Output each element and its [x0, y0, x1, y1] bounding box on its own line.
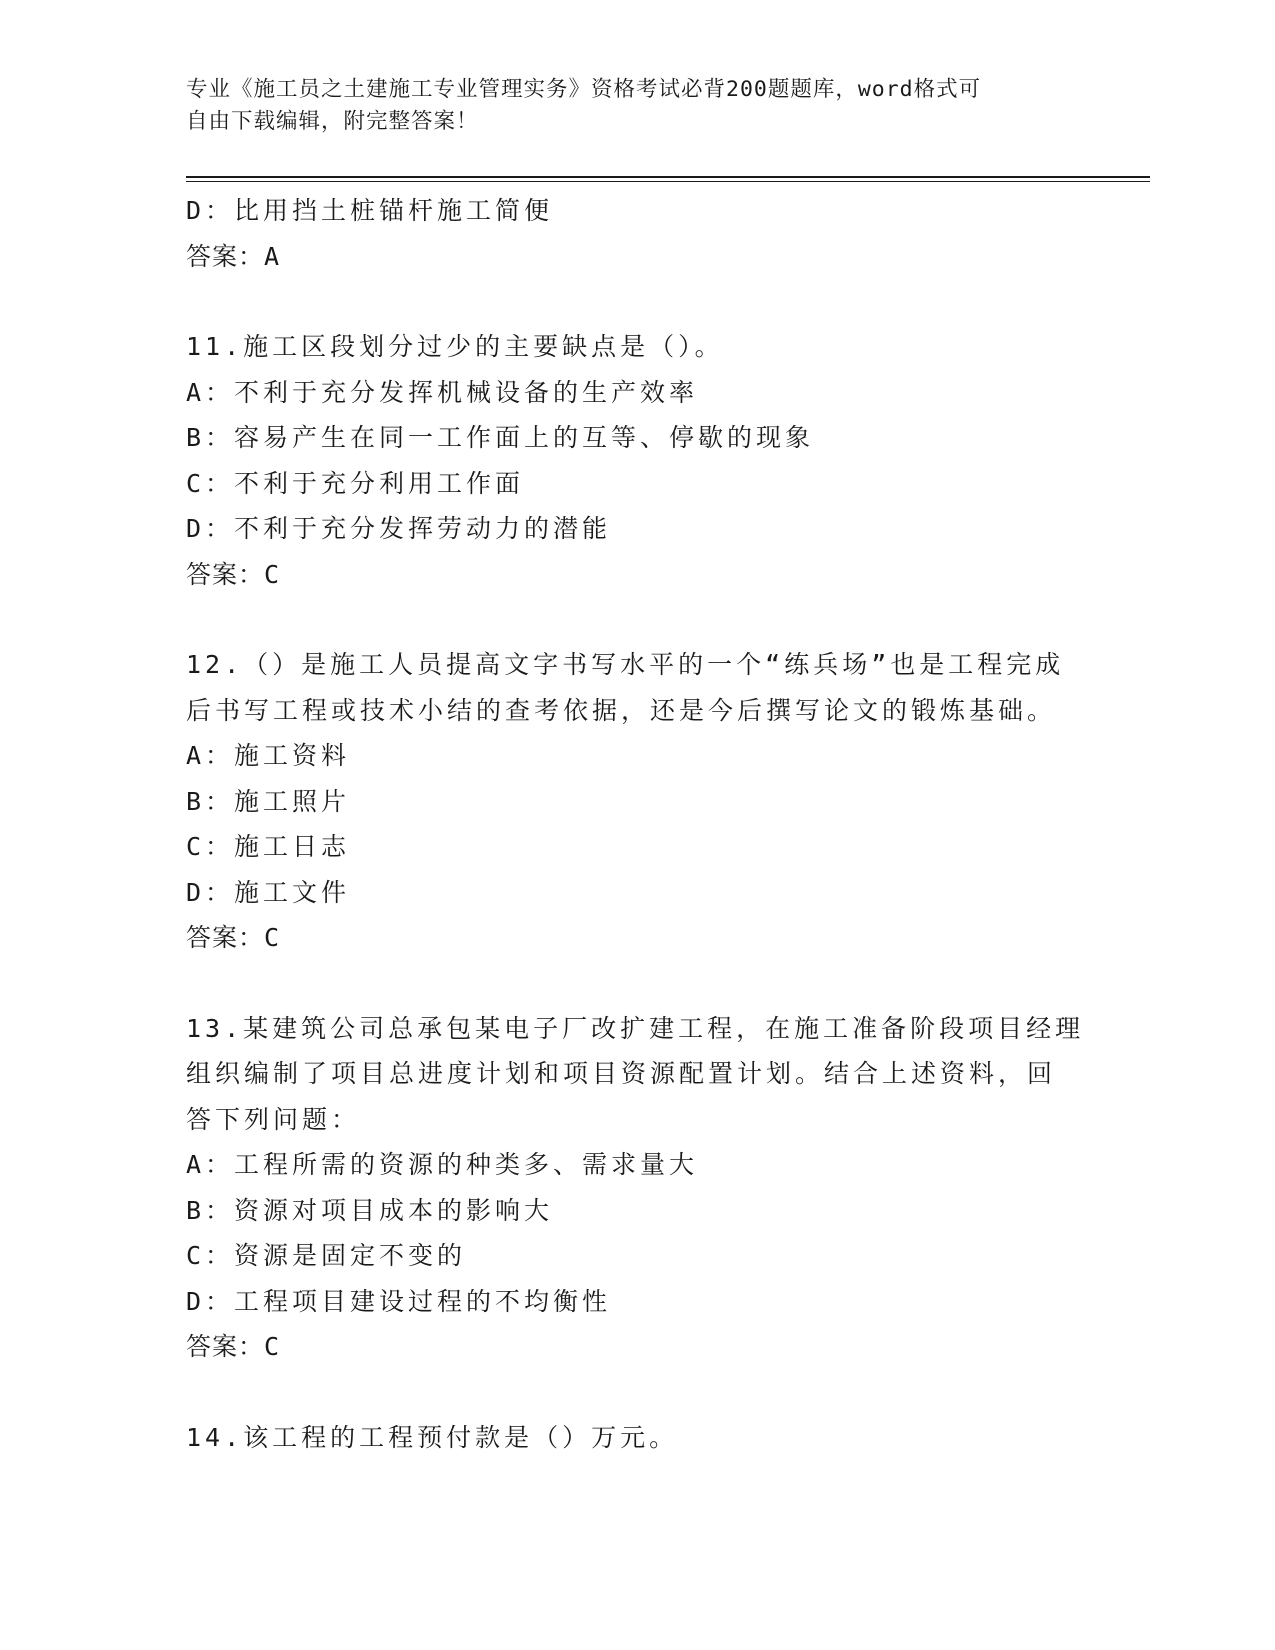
option-c: C：施工日志: [186, 832, 351, 861]
header-divider-thin: [186, 181, 1150, 182]
option-c: C：资源是固定不变的: [186, 1241, 467, 1270]
header-divider-thick: [186, 176, 1150, 178]
document-header: [186, 74, 1066, 138]
option-d: D：不利于充分发挥劳动力的潜能: [186, 514, 612, 543]
question-12: [186, 642, 1086, 961]
option-a: A：工程所需的资源的种类多、需求量大: [186, 1150, 699, 1179]
question-stem-line-3: 答下列问题：: [186, 1104, 361, 1134]
question-14: [186, 1415, 1086, 1461]
question-stem-line-1: 13.某建筑公司总承包某电子厂改扩建工程，在施工准备阶段项目经理: [186, 1013, 1085, 1043]
question-stem-line-2: 组织编制了项目总进度计划和项目资源配置计划。结合上述资料，回: [186, 1059, 1057, 1088]
spacer: [186, 597, 1086, 642]
question-13: [186, 1006, 1086, 1370]
option-b: B：资源对项目成本的影响大: [186, 1195, 554, 1225]
question-stem-line-1: 12.（）是施工人员提高文字书写水平的一个“练兵场”也是工程完成: [186, 650, 1065, 679]
option-c: C：不利于充分利用工作面: [186, 468, 525, 498]
header-line-1: 专业《施工员之土建施工专业管理实务》资格考试必背200题题库，word格式可: [186, 77, 982, 102]
spacer: [186, 279, 1086, 324]
option-d: D：施工文件: [186, 877, 351, 907]
answer: 答案：C: [186, 923, 281, 952]
prev-option-d: D：比用挡土桩锚杆施工简便: [186, 196, 554, 225]
option-a: A：不利于充分发挥机械设备的生产效率: [186, 377, 699, 407]
option-a: A：施工资料: [186, 741, 351, 770]
option-b: B：施工照片: [186, 786, 351, 816]
spacer: [186, 961, 1086, 1006]
question-stem: 11.施工区段划分过少的主要缺点是（）。: [186, 332, 724, 361]
question-content: [186, 188, 1086, 1460]
prev-answer: 答案：A: [186, 241, 281, 271]
spacer: [186, 1370, 1086, 1415]
header-line-2: 自由下载编辑，附完整答案！: [186, 109, 479, 134]
option-b: B：容易产生在同一工作面上的互等、停歇的现象: [186, 423, 815, 452]
question-stem: 14.该工程的工程预付款是（）万元。: [186, 1422, 679, 1452]
option-d: D：工程项目建设过程的不均衡性: [186, 1286, 612, 1316]
question-11: [186, 324, 1086, 597]
question-stem-line-2: 后书写工程或技术小结的查考依据，还是今后撰写论文的锻炼基础。: [186, 695, 1057, 725]
answer: 答案：C: [186, 559, 281, 589]
answer: 答案：C: [186, 1332, 281, 1361]
